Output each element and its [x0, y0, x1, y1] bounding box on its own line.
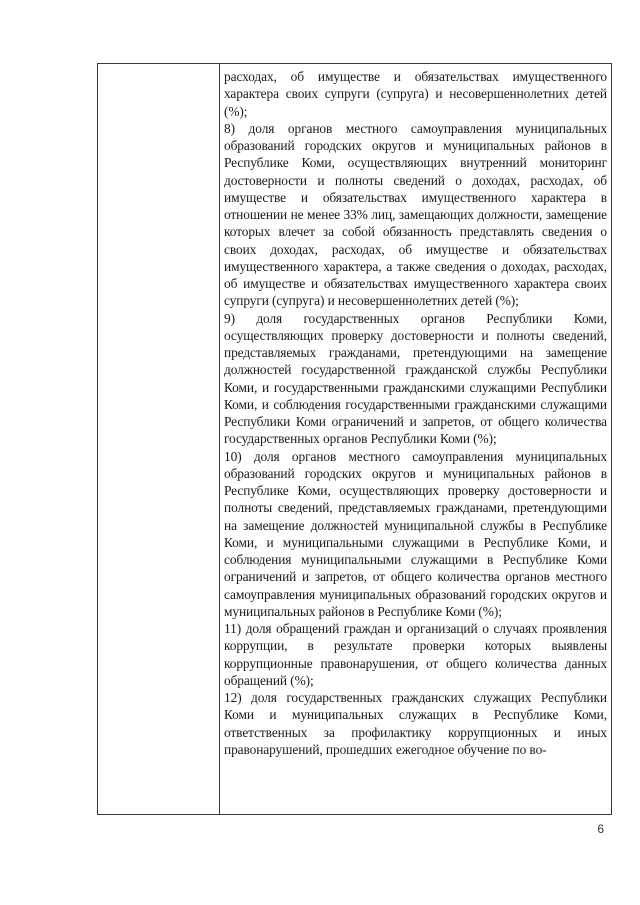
paragraph-item-10: 10) доля органов местного самоуправления муниципальных образований городских округов и муниципальных районов в Республике Коми, осуществляющих проверку достоверности и полноты сведений, представляемых гражданами, претендующими на замещение должностей муниципальной службы в Республике Коми, и муниципальными служащими в Республике Коми, и соблюдения муниципальными служащими в Республике Коми ограничений и запретов, от общего количества органов местного самоуправления муниципальных образований городских округов и муниципальных районов в Республике Коми (%); — [224, 448, 607, 619]
table-right-column — [220, 64, 611, 814]
paragraph-item-9: 9) доля государственных органов Республики Коми, осуществляющих проверку достоверности и полноты сведений, представляемых гражданами, претендующими на замещение должностей государственной гражданской службы Республики Коми, и государственными гражданскими служащими Республики Коми, и соблюдения государственными гражданскими служащими Республики Коми ограничений и запретов, от общего количества государственных органов Республики Коми (%); — [224, 310, 607, 447]
paragraph-continuation: расходах, об имуществе и обязательствах имущественного характера своих супруги (супруга) и несовершеннолетних детей (%); — [224, 69, 607, 119]
table-left-column — [98, 64, 220, 814]
page-number: 6 — [597, 822, 604, 836]
paragraph-item-11: 11) доля обращений граждан и организаций о случаях проявления коррупции, в результате проверки которых выявлены коррупционные правонарушения, от общего количества данных обращений (%); — [224, 621, 607, 688]
paragraph-item-8: 8) доля органов местного самоуправления муниципальных образований городских округов и муниципальных районов в Республике Коми, осуществляющих внутренний мониторинг достоверности и полноты сведений о доходах, расходах, об имуществе и обязательствах имущественного характера в отношении не менее 33% лиц, замещающих должности, замещение которых влечет за собой обязанность представлять сведения о своих доходах, расходах, об имуществе и обязательствах имущественного характера, а также сведения о доходах, расходах, об имуществе и обязательствах имущественного характера своих супруги (супруга) и несовершеннолетних детей (%); — [224, 120, 607, 309]
table-cell-text — [220, 64, 611, 758]
document-table — [97, 63, 612, 815]
paragraph-item-12: 12) доля государственных гражданских служащих Республики Коми и муниципальных служащих в Республике Коми, ответственных за профилактику коррупционных и иных правонарушений, прошедших ежегодное обучение по во- — [224, 690, 607, 757]
